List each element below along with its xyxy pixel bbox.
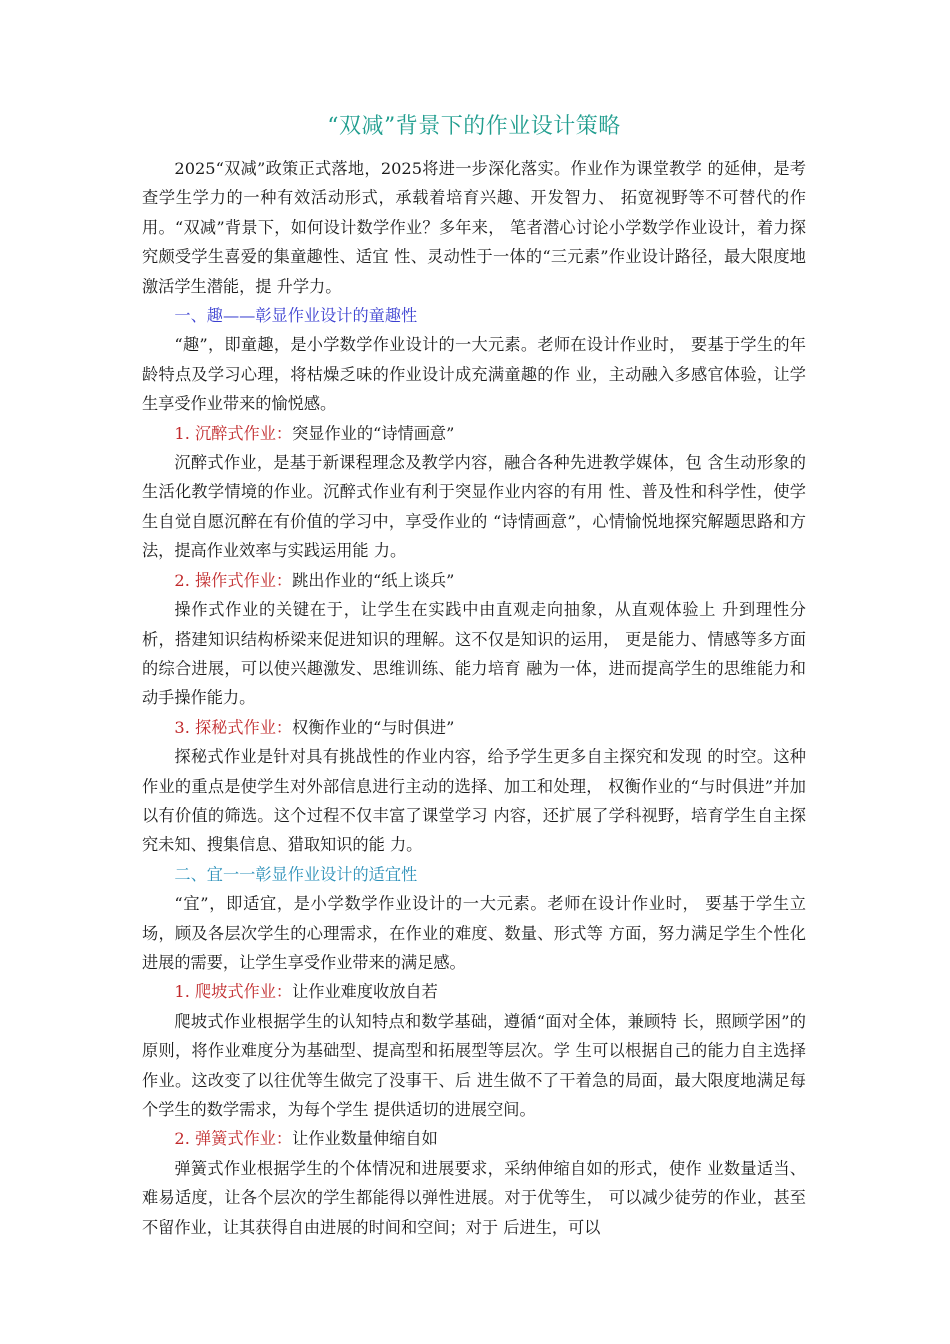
section1-item2-heading [142, 566, 806, 595]
section1-body: “趣”，即童趣，是小学数学作业设计的一大元素。老师在设计作业时， 要基于学生的年龄特点及学习心理，将枯燥乏味的作业设计成充满童趣的作 业，主动融入多感官体验，让学生享受作业带来的愉悦感。 [142, 335, 806, 414]
item-label: 3. 探秘式作业： [174, 717, 293, 737]
section2-heading: 二、宜一一彰显作业设计的适宜性 [174, 864, 418, 884]
item-label: 1. 沉醉式作业： [174, 423, 293, 443]
document-page [142, 112, 806, 1242]
section1-item3-heading [142, 713, 806, 742]
item-subtitle: 突显作业的“诗情画意” [292, 423, 455, 443]
item-subtitle: 让作业数量伸缩自如 [292, 1129, 438, 1149]
document-title: “双减”背景下的作业设计策略 [327, 114, 621, 139]
item-subtitle: 权衡作业的“与时俱进” [292, 717, 455, 737]
item-label: 2. 操作式作业： [174, 570, 293, 590]
item-label: 1. 爬坡式作业： [174, 982, 293, 1002]
section1-item1-body: 沉醉式作业，是基于新课程理念及教学内容，融合各种先进教学媒体，包 含生动形象的生活化教学情境的作业。沉醉式作业有利于突显作业内容的有用 性、普及性和科学性，使学生自觉自愿沉醉在有价值的学习中，享受作业的 “诗情画意”，心情愉悦地探究解题思路和方法，提高作业效率与实践运用能 力。 [142, 453, 806, 561]
section1-item3-body: 探秘式作业是针对具有挑战性的作业内容，给予学生更多自主探究和发现 的时空。这种作业的重点是使学生对外部信息进行主动的选择、加工和处理， 权衡作业的“与时俱进”并加以有价值的筛选。这个过程不仅丰富了课堂学习 内容，还扩展了学科视野，培育学生自主探究未知、搜集信息、猎取知识的能 力。 [142, 747, 806, 855]
item-subtitle: 跳出作业的“纸上谈兵” [292, 570, 455, 590]
section1-item2-body: 操作式作业的关键在于，让学生在实践中由直观走向抽象，从直观体验上 升到理性分析，搭建知识结构桥梁来促进知识的理解。这不仅是知识的运用， 更是能力、情感等多方面的综合进展，可以使兴趣激发、思维训练、能力培育 融为一体，进而提高学生的思维能力和动手操作能力。 [142, 600, 806, 708]
section1-item1-heading [142, 419, 806, 448]
section2-item2-body: 弹簧式作业根据学生的个体情况和进展要求，采纳伸缩自如的形式，使作 业数量适当、难易适度，让各个层次的学生都能得以弹性进展。对于优等生， 可以减少徒劳的作业，甚至不留作业，让其获得自由进展的时间和空间；对于 后进生，可以 [142, 1158, 806, 1237]
item-label: 2. 弹簧式作业： [174, 1129, 293, 1149]
intro-paragraph: 2025“双减”政策正式落地，2025将进一步深化落实。作业作为课堂教学 的延伸，是考查学生学力的一种有效活动形式，承载着培育兴趣、开发智力、 拓宽视野等不可替代的作用。“双减”背景下，如何设计数学作业？多年来， 笔者潜心讨论小学数学作业设计，着力探究颇受学生喜爱的集童趣性、适宜 性、灵动性于一体的“三元素”作业设计路径，最大限度地激活学生潜能，提 升学力。 [142, 159, 806, 296]
section2-item2-heading [142, 1124, 806, 1153]
item-subtitle: 让作业难度收放自若 [292, 982, 438, 1002]
section2-body: “宜”，即适宜，是小学数学作业设计的一大元素。老师在设计作业时， 要基于学生立场，顾及各层次学生的心理需求，在作业的难度、数量、形式等 方面，努力满足学生个性化进展的需要，让学生享受作业带来的满足感。 [142, 894, 806, 972]
section2-item1-heading [142, 977, 806, 1006]
section1-heading: 一、趣——彰显作业设计的童趣性 [174, 306, 418, 326]
section2-item1-body: 爬坡式作业根据学生的认知特点和数学基础，遵循“面对全体，兼顾特 长，照顾学困”的原则，将作业难度分为基础型、提高型和拓展型等层次。学 生可以根据自己的能力自主选择作业。这改变了以往优等生做完了没事干、后 进生做不了干着急的局面，最大限度地满足每个学生的数学需求，为每个学生 提供适切的进展空间。 [142, 1011, 806, 1119]
